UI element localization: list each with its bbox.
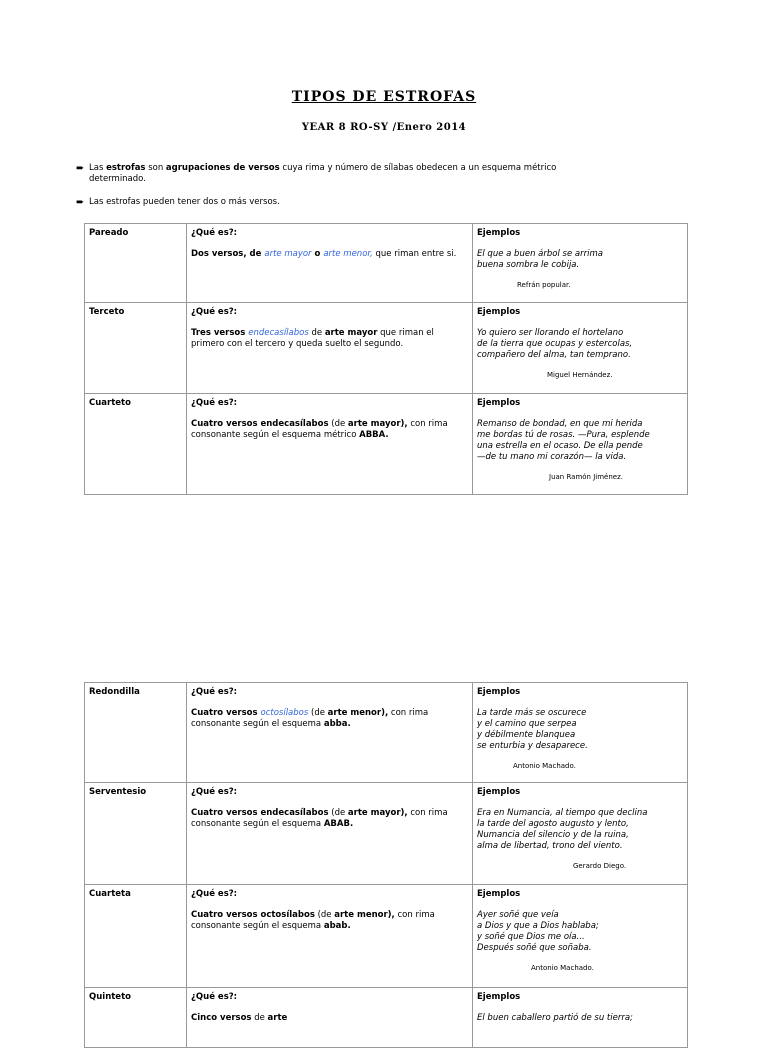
que-es-label: ¿Qué es?:	[191, 398, 238, 408]
que-es-label: ¿Qué es?:	[191, 787, 238, 797]
ejemplos-label: Ejemplos	[477, 787, 521, 797]
author: Antonio Machado.	[531, 964, 594, 973]
example-cell	[473, 303, 688, 394]
que-es-label: ¿Qué es?:	[191, 307, 238, 317]
ejemplos-label: Ejemplos	[477, 228, 521, 238]
definition-text: Cuatro versos endecasílabos (de arte mayor), con rima consonante según el esquema ABAB.	[191, 808, 448, 830]
ejemplos-label: Ejemplos	[477, 307, 521, 317]
table-row	[85, 885, 688, 988]
bullet1-text: Las	[89, 163, 107, 173]
table-row	[85, 683, 688, 783]
author: Gerardo Diego.	[573, 862, 627, 871]
estrofa-name: Cuarteta	[85, 885, 187, 988]
bullet-versos	[76, 197, 596, 208]
definition-cell	[187, 885, 473, 988]
estrofa-name: Quinteto	[85, 988, 187, 1048]
page-subtitle: YEAR 8 RO-SY /Enero 2014	[301, 122, 467, 133]
table-row	[85, 303, 688, 394]
estrofa-name: Pareado	[85, 224, 187, 303]
table-row	[85, 224, 688, 303]
bullet2-text: Las estrofas pueden tener dos o más versos.	[89, 197, 280, 207]
que-es-label: ¿Qué es?:	[191, 889, 238, 899]
poem: Remanso de bondad, en que mi herida me bordas tú de rosas. —Pura, esplende una estrella en el ocaso. De ella pende —de tu mano mi corazón— la vida.	[477, 419, 650, 463]
table-row	[85, 394, 688, 495]
bullet1-bold: estrofas	[106, 163, 146, 173]
bullet1-text: cuya rima y número de sílabas obedecen a un esquema métrico determinado.	[89, 163, 557, 185]
bullet1-text: son	[145, 163, 166, 173]
arrow-right-icon: ➨	[76, 163, 85, 174]
definition-cell	[187, 224, 473, 303]
definition-text: Tres versos endecasílabos de arte mayor que riman el primero con el tercero y queda suelto el segundo.	[191, 328, 434, 350]
definition-text: Dos versos, de arte mayor o arte menor, que riman entre si.	[191, 249, 457, 260]
bullet-definition	[76, 163, 596, 185]
definition-cell	[187, 783, 473, 885]
definition-cell	[187, 303, 473, 394]
example-cell	[473, 394, 688, 495]
estrofas-table-1	[84, 223, 688, 495]
poem: El buen caballero partió de su tierra;	[477, 1013, 633, 1024]
estrofa-name: Serventesio	[85, 783, 187, 885]
author: Miguel Hernández.	[547, 371, 613, 380]
table-row	[85, 783, 688, 885]
definition-text: Cuatro versos octosílabos (de arte menor), con rima consonante según el esquema abba.	[191, 708, 429, 730]
example-cell	[473, 885, 688, 988]
definition-cell	[187, 394, 473, 495]
estrofa-name: Redondilla	[85, 683, 187, 783]
bullet1-bold: agrupaciones de versos	[165, 163, 280, 173]
example-cell	[473, 683, 688, 783]
ejemplos-label: Ejemplos	[477, 992, 521, 1002]
definition-cell	[187, 988, 473, 1048]
definition-cell	[187, 683, 473, 783]
arrow-right-icon: ➨	[76, 197, 85, 208]
estrofa-name: Terceto	[85, 303, 187, 394]
definition-text: Cuatro versos octosílabos (de arte menor), con rima consonante según el esquema abab.	[191, 910, 435, 932]
author: Refrán popular.	[517, 281, 571, 290]
definition-text: Cuatro versos endecasílabos (de arte mayor), con rima consonante según el esquema métrico ABBA.	[191, 419, 448, 441]
que-es-label: ¿Qué es?:	[191, 228, 238, 238]
que-es-label: ¿Qué es?:	[191, 687, 238, 697]
author: Antonio Machado.	[513, 762, 576, 771]
que-es-label: ¿Qué es?:	[191, 992, 238, 1002]
estrofas-table-2	[84, 682, 688, 1048]
example-cell	[473, 988, 688, 1048]
ejemplos-label: Ejemplos	[477, 889, 521, 899]
poem: Ayer soñé que veía a Dios y que a Dios hablaba; y soñé que Dios me oía... Después soñé que soñaba.	[477, 910, 599, 954]
poem: Era en Numancia, al tiempo que declina la tarde del agosto augusto y lento, Numancia del silencio y de la ruina, alma de libertad, trono del viento.	[477, 808, 648, 852]
example-cell	[473, 224, 688, 303]
table-row	[85, 988, 688, 1048]
poem: Yo quiero ser llorando el hortelano de la tierra que ocupas y estercolas, compañero del alma, tan temprano.	[477, 328, 633, 361]
poem: El que a buen árbol se arrima buena sombra le cobija.	[477, 249, 603, 271]
definition-text: Cinco versos de arte	[191, 1013, 288, 1024]
estrofa-name: Cuarteto	[85, 394, 187, 495]
poem: La tarde más se oscurece y el camino que serpea y débilmente blanquea se enturbia y desaparece.	[477, 708, 588, 752]
page-title: TIPOS DE ESTROFAS	[291, 89, 477, 105]
ejemplos-label: Ejemplos	[477, 687, 521, 697]
author: Juan Ramón Jiménez.	[549, 473, 623, 482]
example-cell	[473, 783, 688, 885]
ejemplos-label: Ejemplos	[477, 398, 521, 408]
